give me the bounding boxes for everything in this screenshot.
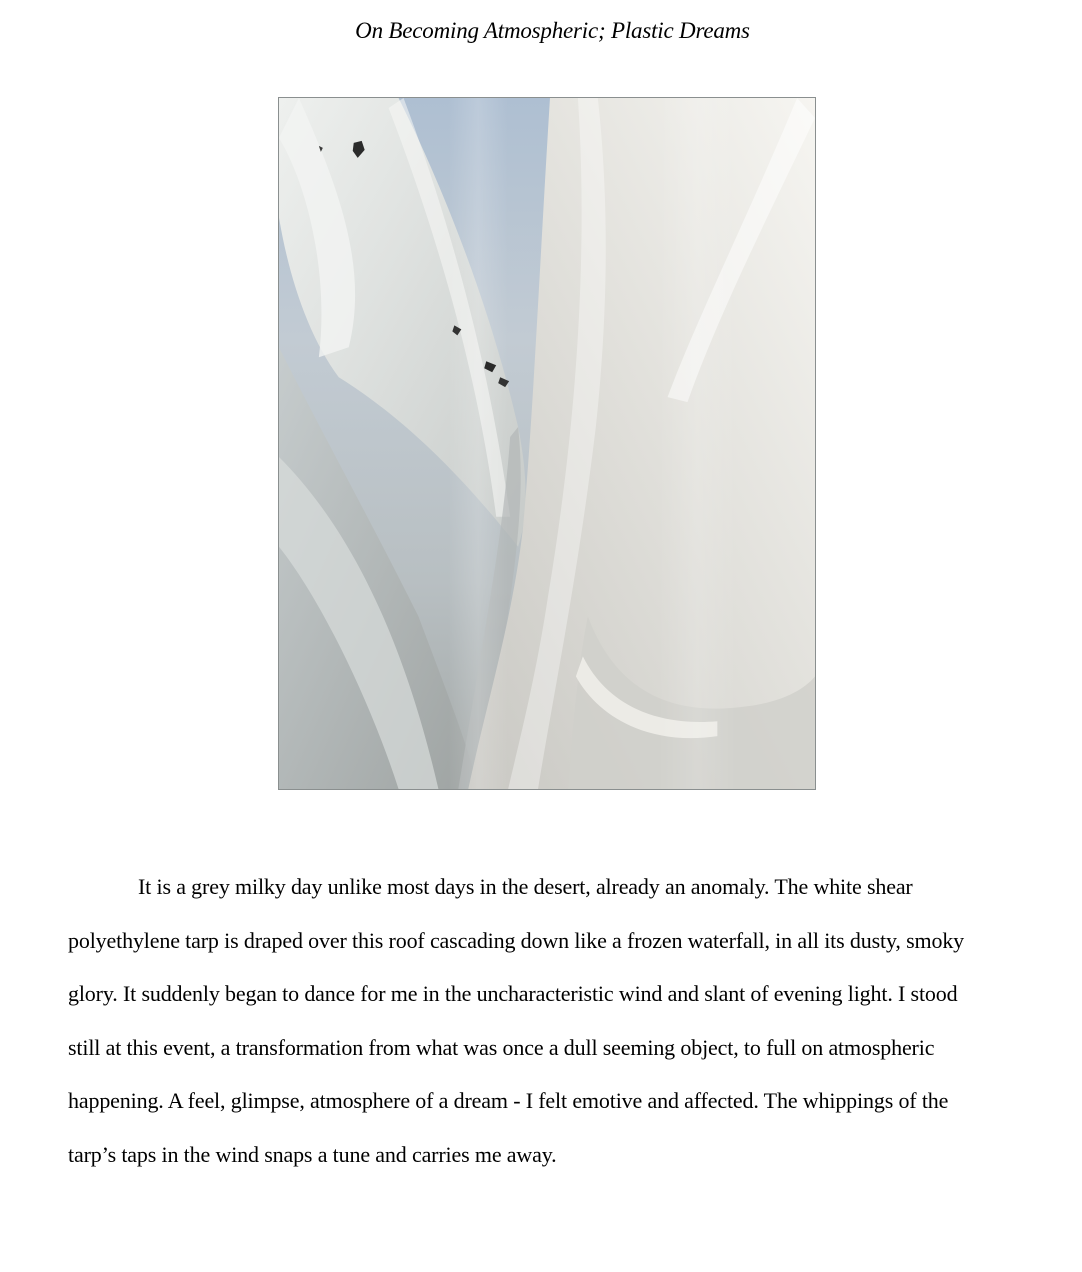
tarp-photo-image — [279, 98, 815, 789]
tarp-photo — [278, 97, 816, 790]
body-paragraph: It is a grey milky day unlike most days in the desert, already an anomaly. The white shear polyethylene tarp is draped over this roof cascading down like a frozen waterfall, in all its dusty, smoky glory. It suddenly began to dance for me in the uncharacteristic wind and slant of evening light. I stood still at this event, a transformation from what was once a dull seeming object, to full on atmospheric happening. A feel, glimpse, atmosphere of a dream - I felt emotive and affected. The whippings of the tarp’s taps in the wind snaps a tune and carries me away. — [68, 874, 965, 1167]
page-title: On Becoming Atmospheric; Plastic Dreams — [355, 18, 750, 43]
